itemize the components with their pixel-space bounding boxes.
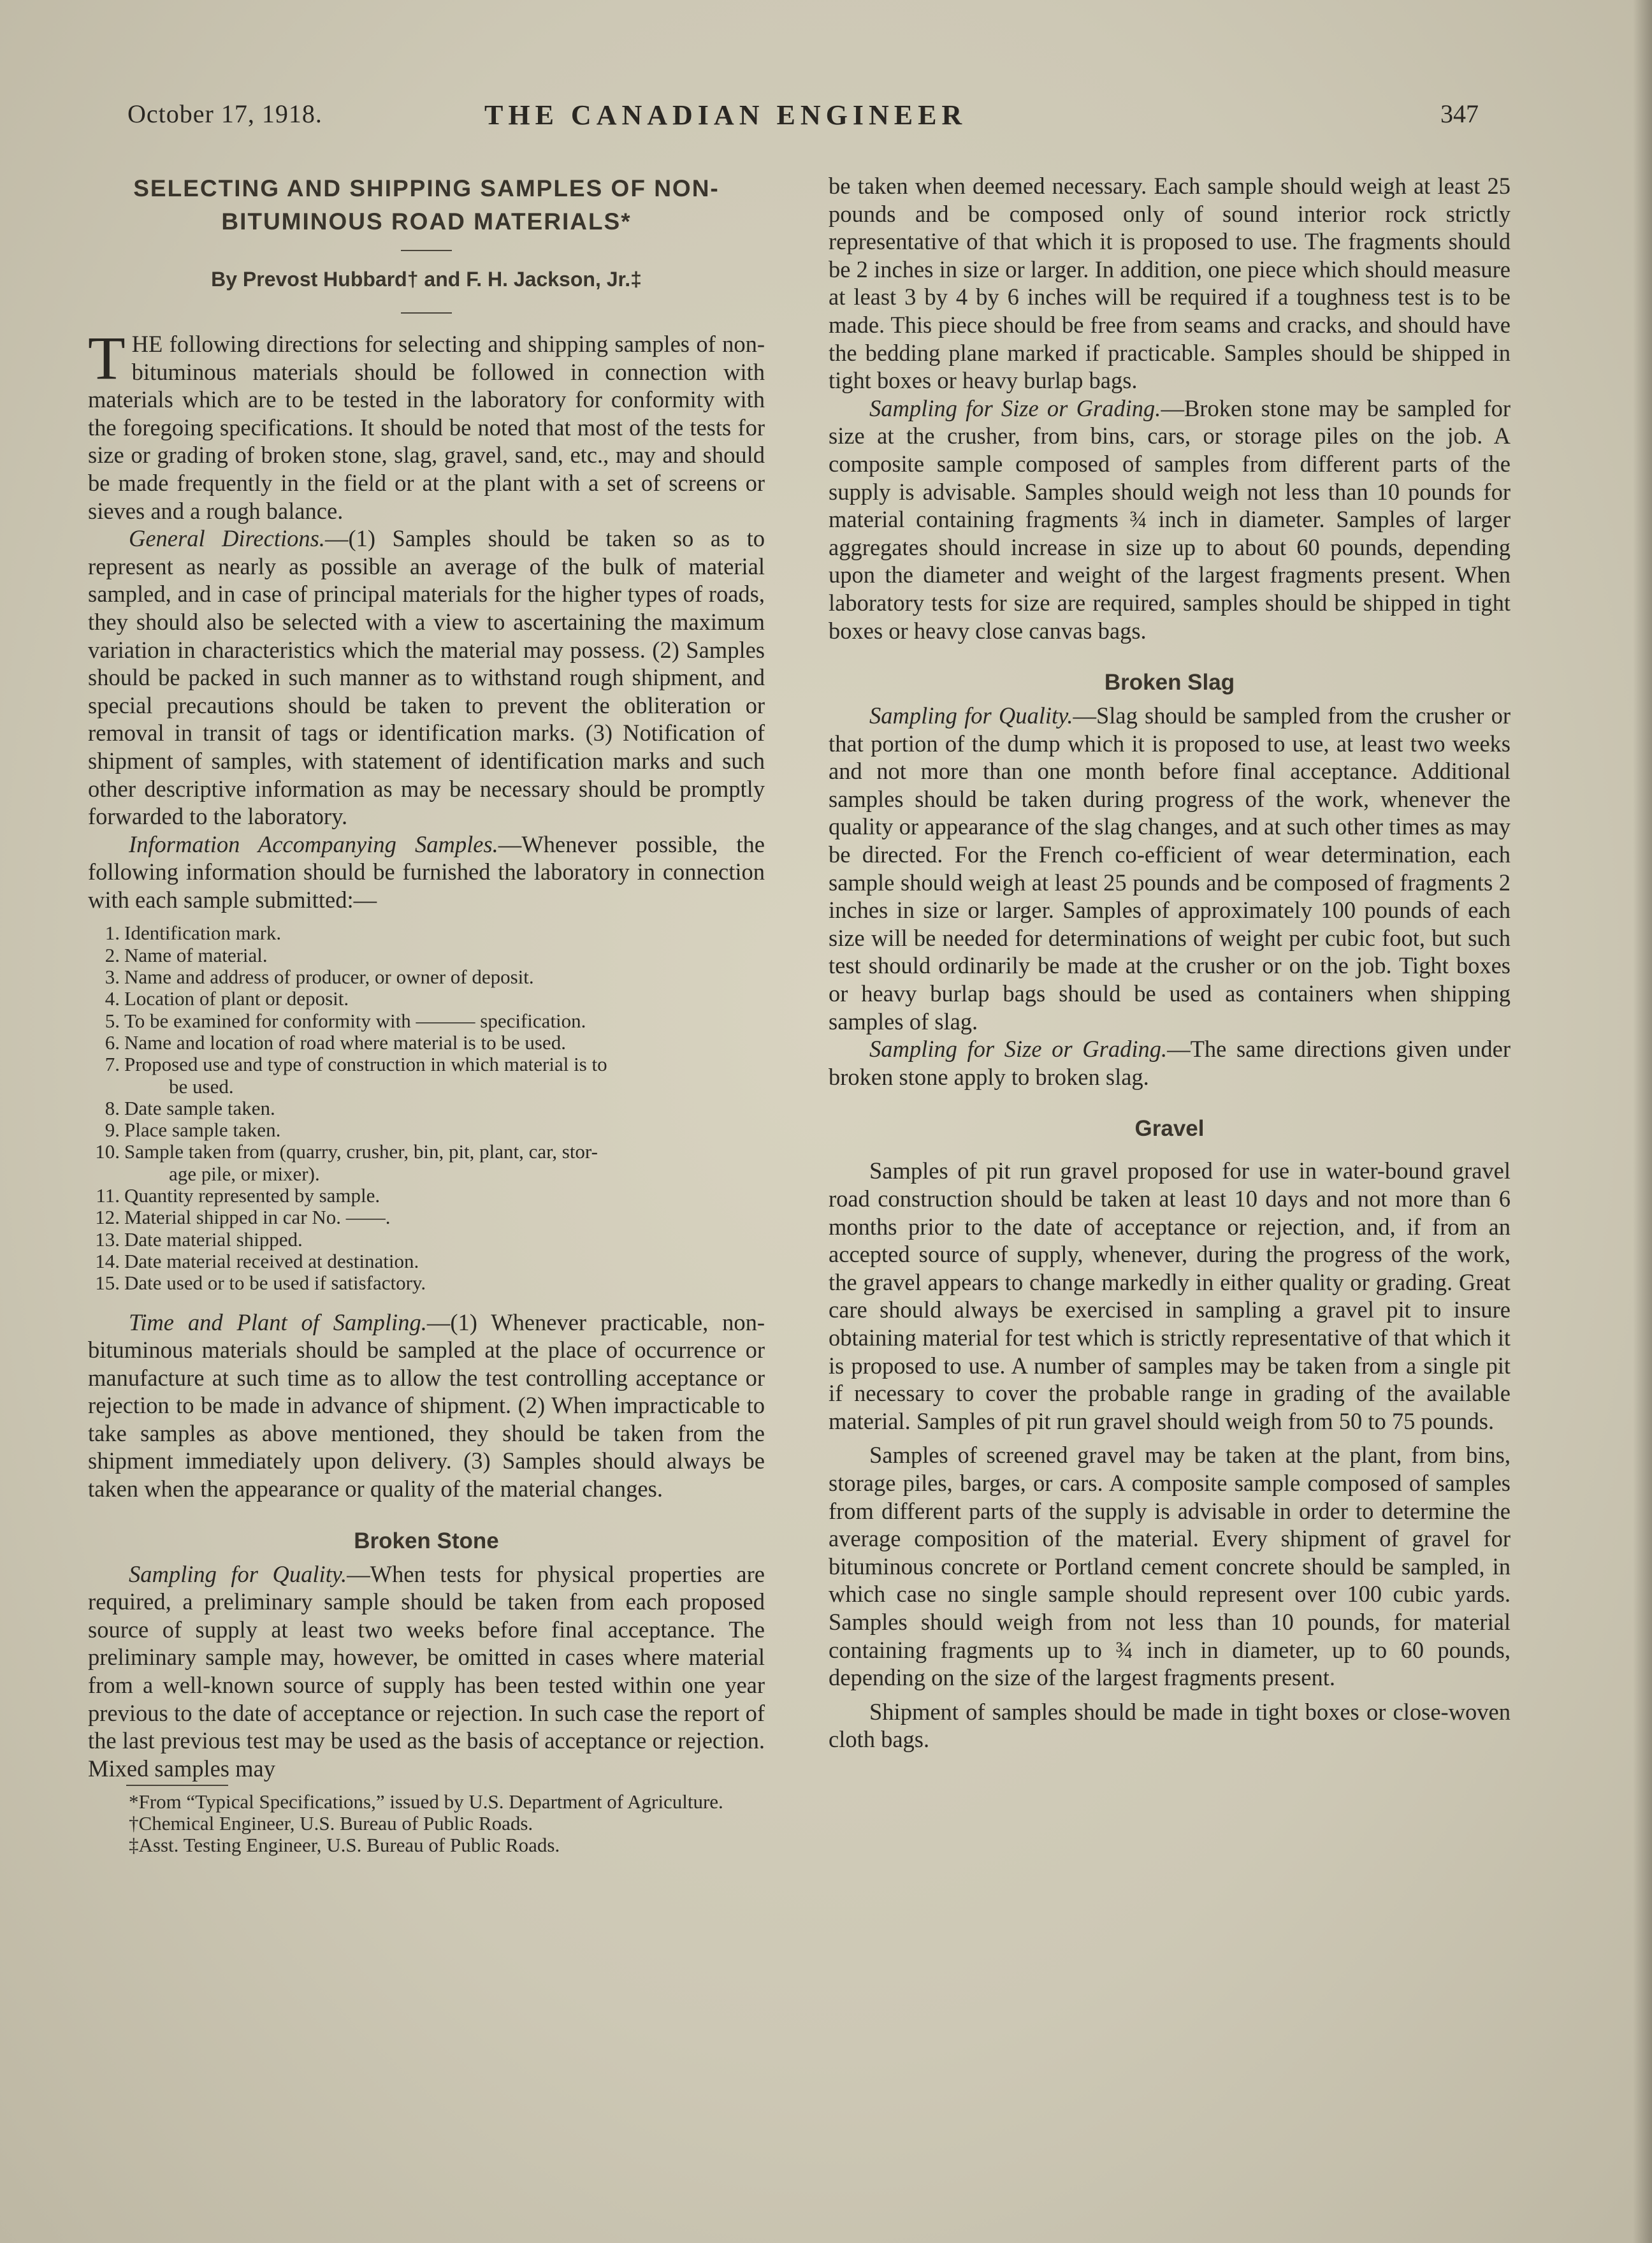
stone-quality-continued: be taken when deemed necessary. Each sample should weigh at least 25 pounds and be composed only of sound interior rock strictly representative of that which it is proposed to use. The fragments should be 2 inches in size or larger. In addition, one piece which should measure at least 3 by 4 by 6 inches will be required if a toughness test is to be made. This piece should be free from seams and cracks, and should have the bedding plane marked if practicable. Samples should be shipped in tight boxes or heavy burlap bags. xyxy=(829,173,1511,394)
slag-quality-text: —Slag should be sampled from the crusher or that portion of the dump which it is proposed to use, at least two weeks and not more than one month before final acceptance. Additional samples should be taken during progress of the work, whenever the quality or appearance of the slag changes, and at such other times as may be directed. For the French co-efficient of wear determination, each sample should weigh at least 25 pounds and be composed of fragments 2 inches in size or larger. Samples of approximately 100 pounds of each size will be needed for determinations of weight per cubic foot, but such test should ordinarily be made at the crusher or on the job. Tight boxes or heavy burlap bags should be used as containers when shipping samples of slag. xyxy=(829,702,1511,1034)
footnote-hubbard: †Chemical Engineer, U.S. Bureau of Public Roads. xyxy=(129,1812,533,1835)
gravel-paragraph-1: Samples of pit run gravel proposed for use in water-bound gravel road construction should be taken at least 10 days and not more than 6 months prior to the date of acceptance or rejection, and, if from an accepted source of supply, whenever, during the progress of the work, the gravel appears to change markedly in either quality or grading. Great care should always be exercised in sampling a gravel pit to insure obtaining material for test which is strictly representative of that which it is proposed to use. A number of samples may be taken from a single pit if necessary to cover the probable range in grading of the available material. Samples of pit run gravel should weigh from 50 to 75 pounds. xyxy=(829,1158,1511,1434)
list-item-number: 15. xyxy=(95,1272,120,1295)
list-item-number: 4. xyxy=(105,987,120,1010)
list-item-text: Material shipped in car No. ——. xyxy=(124,1206,391,1229)
footnote-jackson: ‡Asst. Testing Engineer, U.S. Bureau of Public Roads. xyxy=(129,1834,560,1857)
list-item-text: Date material shipped. xyxy=(124,1228,303,1251)
list-item-text: Name of material. xyxy=(124,943,268,966)
list-item-number: 7. xyxy=(105,1053,120,1076)
list-item-number: 3. xyxy=(105,966,120,989)
information-list-item xyxy=(88,1119,765,1141)
information-list-item xyxy=(88,1054,765,1098)
list-item-number: 11. xyxy=(96,1184,120,1207)
list-item-text: Name and location of road where material is to be used. xyxy=(124,1031,566,1054)
left-column xyxy=(88,172,765,1856)
list-item-number: 1. xyxy=(105,922,120,945)
list-item-text: To be examined for conformity with ——— specification. xyxy=(124,1009,586,1032)
slag-size-text: —The same directions given under broken stone apply to broken slag. xyxy=(829,1036,1511,1090)
information-list-item xyxy=(88,988,765,1010)
general-directions-text: —(1) Samples should be taken so as to represent as nearly as possible an average of the bulk of material sampled, and in case of principal materials for the higher types of roads, they should also be selected with a view to ascertaining the maximum variation in characteristics which the material may possess. (2) Samples should be packed in such manner as to withstand rough shipment, and special precautions should be taken to prevent the obliteration or removal in transit of tags or identification marks. (3) Notification of shipment of samples, with statement of identification marks and such other descriptive information as may be necessary should be promptly forwarded to the laboratory. xyxy=(88,525,765,830)
list-item-text: Location of plant or deposit. xyxy=(124,987,349,1010)
stone-quality-lead: Sampling for Quality. xyxy=(129,1560,347,1587)
information-list-item xyxy=(88,1229,765,1251)
list-item-text: Date material received at destination. xyxy=(124,1249,419,1272)
information-list-item xyxy=(88,945,765,966)
article-title-line-1: SELECTING AND SHIPPING SAMPLES OF NON- xyxy=(133,175,720,201)
title-rule xyxy=(401,250,452,251)
information-list-item xyxy=(88,1272,765,1294)
list-item-text: Identification mark. xyxy=(124,922,282,945)
stone-size-text: —Broken stone may be sampled for size at the crusher, from bins, cars, or storage piles on the job. A composite sample composed of samples from different parts of the supply is advisable. Samples should weigh not less than 10 pounds for material containing fragments ¾ inch in diameter. Samples of larger aggregates should increase in size up to about 60 pounds, depending upon the diameter and weight of the largest fragments present. When laboratory tests for size are required, samples should be shipped in tight boxes or heavy close canvas bags. xyxy=(829,395,1511,644)
general-directions-lead: General Directions. xyxy=(129,525,325,552)
information-list-item xyxy=(88,1098,765,1119)
list-item-number: 14. xyxy=(95,1249,120,1272)
information-list-item xyxy=(88,1010,765,1032)
header-date: October 17, 1918. xyxy=(127,99,322,128)
time-plant-text: —(1) Whenever practicable, non-bituminous materials should be sampled at the place of occurrence or manufacture at such time as to allow the test controlling acceptance or rejection to be made in advance of shipment. (2) When impracticable to take samples as above mentioned, they should be taken from the shipment immediately upon delivery. (3) Samples should always be taken when the appearance or quality of the material changes. xyxy=(88,1309,765,1502)
stone-quality-paragraph xyxy=(88,1560,765,1783)
information-list-item xyxy=(88,1207,765,1228)
information-list xyxy=(88,922,765,1294)
information-list-item xyxy=(88,922,765,944)
list-item-number: 5. xyxy=(105,1009,120,1032)
slag-quality-paragraph xyxy=(829,702,1511,1035)
page-number: 347 xyxy=(1440,99,1479,128)
gravel-paragraph-3: Shipment of samples should be made in tight boxes or close-woven cloth bags. xyxy=(829,1698,1511,1753)
byline: By Prevost Hubbard† and F. H. Jackson, Jr.‡ xyxy=(211,268,642,291)
slag-size-lead: Sampling for Size or Grading. xyxy=(869,1036,1168,1063)
running-header xyxy=(127,99,1479,137)
list-item-number: 6. xyxy=(105,1031,120,1054)
time-plant-lead: Time and Plant of Sampling. xyxy=(129,1309,427,1335)
list-item-text: Quantity represented by sample. xyxy=(124,1184,380,1207)
byline-rule xyxy=(401,312,452,314)
list-item-text: Proposed use and type of construction in which material is to xyxy=(124,1053,607,1076)
broken-stone-heading: Broken Stone xyxy=(354,1528,499,1553)
drop-cap: T xyxy=(88,324,126,392)
general-directions-paragraph xyxy=(88,525,765,831)
list-item-number: 10. xyxy=(95,1140,120,1163)
list-item-continuation: age pile, or mixer). xyxy=(169,1162,320,1185)
intro-text: HE following directions for selecting and shipping samples of non-bituminous materials should be followed in connection with materials which are to be tested in the laboratory for conformity with the foregoing specifications. It should be noted that most of the tests for size or grading of broken stone, slag, gravel, sand, etc., may and should be made frequently in the field or at the plant with a set of screens or sieves and a rough balance. xyxy=(88,331,765,524)
gravel-paragraph-2: Samples of screened gravel may be taken at the plant, from bins, storage piles, barges, or cars. A composite sample composed of samples from different parts of the supply is advisable in order to determine the average composition of the material. Every shipment of gravel for bituminous concrete or Portland cement concrete should be sampled, in which case no single sample should represent over 100 cubic yards. Samples should weigh from not less than 10 pounds, for material containing fragments up to ¾ inch in diameter, up to 60 pounds, depending on the size of the largest fragments present. xyxy=(829,1442,1511,1691)
article-title xyxy=(88,172,765,238)
list-item-text: Sample taken from (quarry, crusher, bin, pit, plant, car, stor- xyxy=(124,1140,598,1163)
list-item-number: 8. xyxy=(105,1096,120,1119)
journal-title: THE CANADIAN ENGINEER xyxy=(484,99,967,131)
page-edge-shadow xyxy=(1633,0,1652,2243)
information-list-item xyxy=(88,1141,765,1185)
list-item-number: 9. xyxy=(105,1119,120,1142)
right-column xyxy=(829,172,1511,1753)
list-item-number: 13. xyxy=(95,1228,120,1251)
footnote-source: *From “Typical Specifications,” issued by U.S. Department of Agriculture. xyxy=(129,1790,723,1813)
article-title-line-2: BITUMINOUS ROAD MATERIALS* xyxy=(221,208,632,235)
slag-size-paragraph xyxy=(829,1035,1511,1091)
time-plant-paragraph xyxy=(88,1309,765,1503)
list-item-number: 12. xyxy=(95,1206,120,1229)
list-item-continuation: be used. xyxy=(169,1075,234,1098)
intro-paragraph xyxy=(88,324,765,525)
stone-size-paragraph xyxy=(829,395,1511,644)
information-lead: Information Accompanying Samples. xyxy=(129,831,498,857)
broken-slag-heading: Broken Slag xyxy=(1104,670,1235,695)
information-list-item xyxy=(88,966,765,988)
list-item-text: Name and address of producer, or owner of deposit. xyxy=(124,966,534,989)
footnotes xyxy=(88,1791,765,1856)
list-item-number: 2. xyxy=(105,943,120,966)
information-list-item xyxy=(88,1185,765,1207)
information-list-item xyxy=(88,1251,765,1272)
list-item-text: Date sample taken. xyxy=(124,1096,275,1119)
stone-size-lead: Sampling for Size or Grading. xyxy=(869,395,1161,421)
information-paragraph xyxy=(88,831,765,914)
information-list-item xyxy=(88,1032,765,1054)
gravel-heading: Gravel xyxy=(1134,1116,1205,1142)
slag-quality-lead: Sampling for Quality. xyxy=(869,702,1073,729)
footnote-rule xyxy=(126,1785,228,1786)
stone-quality-text: —When tests for physical properties are required, a preliminary sample should be taken from each proposed source of supply at least two weeks before final acceptance. The preliminary sample may, however, be omitted in cases where material from a well-known source of supply has been tested within one year previous to the date of acceptance or rejection. In such case the report of the last previous test may be used as the basis of acceptance or rejection. Mixed samples may xyxy=(88,1560,765,1782)
information-text: —Whenever possible, the following information should be furnished the laboratory in connection with each sample submitted:— xyxy=(88,831,765,913)
list-item-text: Date used or to be used if satisfactory. xyxy=(124,1272,426,1295)
list-item-text: Place sample taken. xyxy=(124,1119,281,1142)
